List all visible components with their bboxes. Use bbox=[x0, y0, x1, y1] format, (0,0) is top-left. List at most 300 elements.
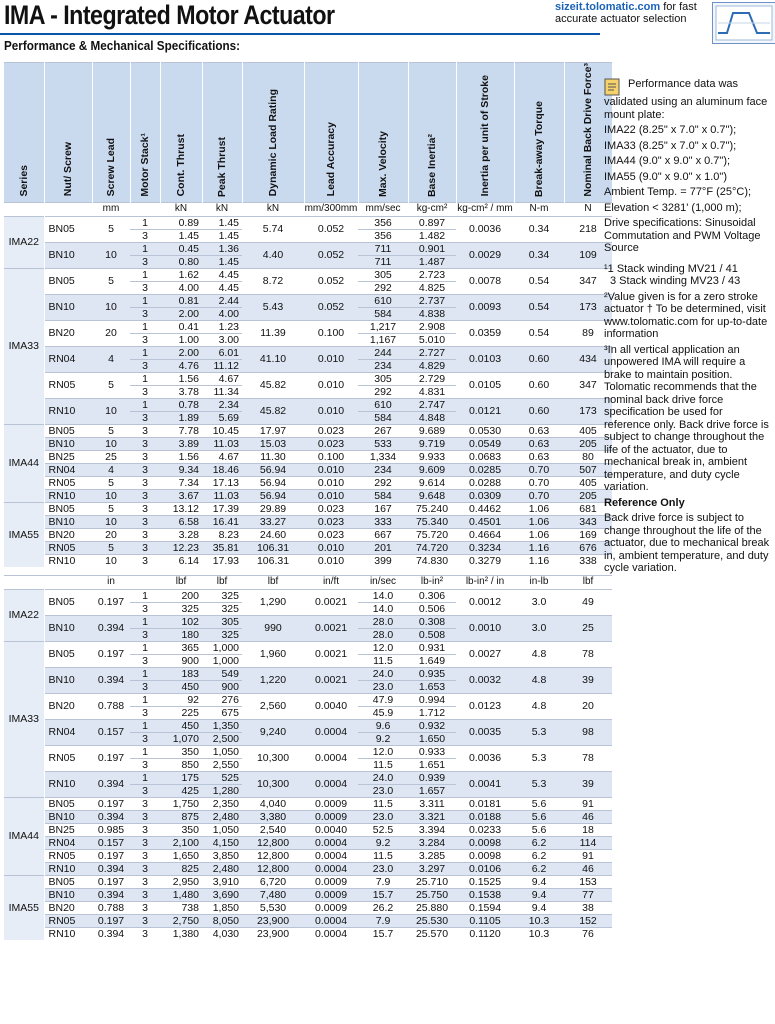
table-row bbox=[4, 836, 612, 849]
cont-thrust-cell: 1.89 bbox=[160, 411, 202, 424]
cont-thrust-cell: 175 bbox=[160, 771, 202, 784]
breakaway-torque-cell: 0.34 bbox=[514, 216, 564, 242]
screw-lead-cell: 10 bbox=[92, 437, 130, 450]
table-row bbox=[4, 554, 612, 567]
back-drive-force-cell: 39 bbox=[564, 667, 612, 693]
motor-stack-cell: 1 bbox=[130, 719, 160, 732]
nut-screw-cell: BN20 bbox=[44, 528, 92, 541]
lead-accuracy-cell: 0.010 bbox=[304, 489, 358, 502]
nut-screw-cell: RN05 bbox=[44, 372, 92, 398]
breakaway-torque-cell: 1.06 bbox=[514, 528, 564, 541]
notes-panel bbox=[604, 78, 771, 578]
breakaway-torque-cell: 3.0 bbox=[514, 589, 564, 615]
breakaway-torque-cell: 0.63 bbox=[514, 437, 564, 450]
back-drive-force-cell: 173 bbox=[564, 294, 612, 320]
back-drive-force-cell: 109 bbox=[564, 242, 612, 268]
motor-stack-cell: 3 bbox=[130, 229, 160, 242]
nut-screw-cell: BN10 bbox=[44, 888, 92, 901]
base-inertia-cell: 1.712 bbox=[408, 706, 456, 719]
peak-thrust-cell: 325 bbox=[202, 628, 242, 641]
breakaway-torque-cell: 5.3 bbox=[514, 771, 564, 797]
column-header bbox=[92, 63, 130, 203]
peak-thrust-cell: 4.67 bbox=[202, 372, 242, 385]
breakaway-torque-cell: 4.8 bbox=[514, 693, 564, 719]
cont-thrust-cell: 325 bbox=[160, 602, 202, 615]
motor-stack-cell: 3 bbox=[130, 554, 160, 567]
motor-stack-cell: 1 bbox=[130, 667, 160, 680]
lead-accuracy-cell: 0.010 bbox=[304, 463, 358, 476]
peak-thrust-cell: 1,000 bbox=[202, 641, 242, 654]
inertia-per-stroke-cell: 0.0035 bbox=[456, 719, 514, 745]
lead-accuracy-cell: 0.0021 bbox=[304, 589, 358, 615]
breakaway-torque-cell: 5.6 bbox=[514, 823, 564, 836]
cont-thrust-cell: 738 bbox=[160, 901, 202, 914]
back-drive-force-cell: 91 bbox=[564, 849, 612, 862]
cont-thrust-cell: 425 bbox=[160, 784, 202, 797]
dynamic-load-cell: 41.10 bbox=[242, 346, 304, 372]
table-row bbox=[4, 667, 612, 680]
screw-lead-cell: 5 bbox=[92, 268, 130, 294]
breakaway-torque-cell: 6.2 bbox=[514, 862, 564, 875]
dynamic-load-cell: 106.31 bbox=[242, 554, 304, 567]
inertia-per-stroke-cell: 0.0103 bbox=[456, 346, 514, 372]
lead-accuracy-cell: 0.0004 bbox=[304, 836, 358, 849]
back-drive-force-cell: 38 bbox=[564, 901, 612, 914]
peak-thrust-cell: 3,690 bbox=[202, 888, 242, 901]
inertia-per-stroke-cell: 0.4501 bbox=[456, 515, 514, 528]
dynamic-load-cell: 5.74 bbox=[242, 216, 304, 242]
screw-lead-cell: 10 bbox=[92, 294, 130, 320]
cont-thrust-cell: 92 bbox=[160, 693, 202, 706]
max-velocity-cell: 292 bbox=[358, 476, 408, 489]
inertia-per-stroke-cell: 0.0078 bbox=[456, 268, 514, 294]
lead-accuracy-cell: 0.0021 bbox=[304, 641, 358, 667]
peak-thrust-cell: 3,910 bbox=[202, 875, 242, 888]
series-cell: IMA55 bbox=[4, 875, 44, 940]
motor-stack-cell: 3 bbox=[130, 875, 160, 888]
cont-thrust-cell: 1,480 bbox=[160, 888, 202, 901]
screw-lead-cell: 0.394 bbox=[92, 667, 130, 693]
column-header bbox=[44, 63, 92, 203]
column-header bbox=[202, 63, 242, 203]
motor-stack-cell: 1 bbox=[130, 216, 160, 229]
dynamic-load-cell: 3,380 bbox=[242, 810, 304, 823]
back-drive-force-cell: 49 bbox=[564, 589, 612, 615]
motor-stack-cell: 1 bbox=[130, 268, 160, 281]
cont-thrust-cell: 0.81 bbox=[160, 294, 202, 307]
nut-screw-cell: RN10 bbox=[44, 927, 92, 940]
cont-thrust-cell: 1,380 bbox=[160, 927, 202, 940]
inertia-per-stroke-cell: 0.0530 bbox=[456, 424, 514, 437]
lead-accuracy-cell: 0.0004 bbox=[304, 719, 358, 745]
back-drive-force-cell: 80 bbox=[564, 450, 612, 463]
screw-lead-cell: 10 bbox=[92, 242, 130, 268]
screw-lead-cell: 20 bbox=[92, 320, 130, 346]
cont-thrust-cell: 350 bbox=[160, 823, 202, 836]
back-drive-force-cell: 114 bbox=[564, 836, 612, 849]
breakaway-torque-cell: 0.60 bbox=[514, 346, 564, 372]
max-velocity-cell: 292 bbox=[358, 281, 408, 294]
column-header bbox=[160, 63, 202, 203]
peak-thrust-cell: 549 bbox=[202, 667, 242, 680]
max-velocity-cell: 11.5 bbox=[358, 654, 408, 667]
motor-stack-cell: 3 bbox=[130, 528, 160, 541]
unit-cell: mm/sec bbox=[358, 202, 408, 216]
base-inertia-cell: 4.825 bbox=[408, 281, 456, 294]
note-plate-ima44: IMA44 (9.0" x 9.0" x 0.7"); bbox=[604, 155, 731, 167]
inertia-per-stroke-cell: 0.0181 bbox=[456, 797, 514, 810]
breakaway-torque-cell: 4.8 bbox=[514, 641, 564, 667]
peak-thrust-cell: 325 bbox=[202, 589, 242, 602]
nut-screw-cell: RN10 bbox=[44, 489, 92, 502]
units-row bbox=[4, 202, 612, 216]
series-cell: IMA33 bbox=[4, 268, 44, 424]
dynamic-load-cell: 2,540 bbox=[242, 823, 304, 836]
peak-thrust-cell: 305 bbox=[202, 615, 242, 628]
nut-screw-cell: RN04 bbox=[44, 346, 92, 372]
breakaway-torque-cell: 1.16 bbox=[514, 541, 564, 554]
nut-screw-cell: BN20 bbox=[44, 693, 92, 719]
peak-thrust-cell: 5.69 bbox=[202, 411, 242, 424]
motor-stack-cell: 3 bbox=[130, 489, 160, 502]
cont-thrust-cell: 180 bbox=[160, 628, 202, 641]
dynamic-load-cell: 10,300 bbox=[242, 771, 304, 797]
dynamic-load-cell: 5.43 bbox=[242, 294, 304, 320]
lead-accuracy-cell: 0.010 bbox=[304, 372, 358, 398]
inertia-per-stroke-cell: 0.0041 bbox=[456, 771, 514, 797]
lead-accuracy-cell: 0.0009 bbox=[304, 888, 358, 901]
footnote-3: ³In all vertical application an unpowered IMA will require a brake to maintain position. Tolomatic recommends that the nominal back drive force specification be used for reference only. Back drive force is subject to change throughout the life of the actuator, due to mechanical break in, ambient temperature, and duty cycle variation. bbox=[604, 343, 769, 493]
lead-accuracy-cell: 0.0009 bbox=[304, 797, 358, 810]
motor-stack-cell: 3 bbox=[130, 914, 160, 927]
screw-lead-cell: 10 bbox=[92, 398, 130, 424]
table-row bbox=[4, 424, 612, 437]
column-header-label: Break-away Torque bbox=[533, 100, 545, 197]
motor-stack-cell: 3 bbox=[130, 515, 160, 528]
cont-thrust-cell: 1,070 bbox=[160, 732, 202, 745]
screw-lead-cell: 0.394 bbox=[92, 927, 130, 940]
screw-lead-cell: 0.197 bbox=[92, 589, 130, 615]
table-row bbox=[4, 745, 612, 758]
dynamic-load-cell: 106.31 bbox=[242, 541, 304, 554]
lead-accuracy-cell: 0.0004 bbox=[304, 914, 358, 927]
motor-stack-cell: 1 bbox=[130, 589, 160, 602]
base-inertia-cell: 74.720 bbox=[408, 541, 456, 554]
base-inertia-cell: 4.848 bbox=[408, 411, 456, 424]
cont-thrust-cell: 1.62 bbox=[160, 268, 202, 281]
back-drive-force-cell: 39 bbox=[564, 771, 612, 797]
motor-stack-cell: 3 bbox=[130, 823, 160, 836]
dynamic-load-cell: 23,900 bbox=[242, 927, 304, 940]
back-drive-force-cell: 46 bbox=[564, 862, 612, 875]
column-header-label: Motor Stack¹ bbox=[139, 133, 151, 197]
screw-lead-cell: 0.197 bbox=[92, 914, 130, 927]
lead-accuracy-cell: 0.052 bbox=[304, 268, 358, 294]
sizeit-promo bbox=[555, 1, 697, 25]
table-row bbox=[4, 541, 612, 554]
dynamic-load-cell: 990 bbox=[242, 615, 304, 641]
base-inertia-cell: 0.939 bbox=[408, 771, 456, 784]
table-row bbox=[4, 320, 612, 333]
base-inertia-cell: 0.933 bbox=[408, 745, 456, 758]
unit-cell bbox=[4, 575, 44, 589]
unit-cell: in/ft bbox=[304, 575, 358, 589]
back-drive-force-cell: 434 bbox=[564, 346, 612, 372]
max-velocity-cell: 305 bbox=[358, 268, 408, 281]
cont-thrust-cell: 0.41 bbox=[160, 320, 202, 333]
motor-stack-cell: 1 bbox=[130, 346, 160, 359]
unit-cell: kN bbox=[202, 202, 242, 216]
screw-lead-cell: 0.394 bbox=[92, 771, 130, 797]
breakaway-torque-cell: 1.06 bbox=[514, 502, 564, 515]
dynamic-load-cell: 7,480 bbox=[242, 888, 304, 901]
nut-screw-cell: BN05 bbox=[44, 268, 92, 294]
back-drive-force-cell: 205 bbox=[564, 489, 612, 502]
series-cell: IMA55 bbox=[4, 502, 44, 567]
table-row bbox=[4, 437, 612, 450]
motor-stack-cell: 3 bbox=[130, 502, 160, 515]
max-velocity-cell: 356 bbox=[358, 216, 408, 229]
base-inertia-cell: 0.935 bbox=[408, 667, 456, 680]
inertia-per-stroke-cell: 0.1594 bbox=[456, 901, 514, 914]
base-inertia-cell: 3.297 bbox=[408, 862, 456, 875]
max-velocity-cell: 167 bbox=[358, 502, 408, 515]
nut-screw-cell: BN05 bbox=[44, 641, 92, 667]
inertia-per-stroke-cell: 0.3279 bbox=[456, 554, 514, 567]
table-row bbox=[4, 810, 612, 823]
nut-screw-cell: BN05 bbox=[44, 875, 92, 888]
peak-thrust-cell: 1.45 bbox=[202, 216, 242, 229]
table-row bbox=[4, 589, 612, 602]
max-velocity-cell: 23.0 bbox=[358, 784, 408, 797]
dynamic-load-cell: 23,900 bbox=[242, 914, 304, 927]
motor-stack-cell: 3 bbox=[130, 281, 160, 294]
lead-accuracy-cell: 0.0021 bbox=[304, 667, 358, 693]
inertia-per-stroke-cell: 0.0683 bbox=[456, 450, 514, 463]
lead-accuracy-cell: 0.010 bbox=[304, 541, 358, 554]
nut-screw-cell: BN10 bbox=[44, 667, 92, 693]
peak-thrust-cell: 3,850 bbox=[202, 849, 242, 862]
table-body bbox=[4, 202, 612, 940]
base-inertia-cell: 0.994 bbox=[408, 693, 456, 706]
unit-cell: kg-cm² / mm bbox=[457, 203, 513, 215]
unit-cell: lbf bbox=[202, 575, 242, 589]
max-velocity-cell: 11.5 bbox=[358, 758, 408, 771]
peak-thrust-cell: 8,050 bbox=[202, 914, 242, 927]
column-header bbox=[242, 63, 304, 203]
lead-accuracy-cell: 0.052 bbox=[304, 294, 358, 320]
peak-thrust-cell: 1,050 bbox=[202, 745, 242, 758]
breakaway-torque-cell: 0.63 bbox=[514, 424, 564, 437]
back-drive-force-cell: 77 bbox=[564, 888, 612, 901]
screw-lead-cell: 0.394 bbox=[92, 862, 130, 875]
inertia-per-stroke-cell: 0.0105 bbox=[456, 372, 514, 398]
breakaway-torque-cell: 1.06 bbox=[514, 515, 564, 528]
peak-thrust-cell: 1,000 bbox=[202, 654, 242, 667]
breakaway-torque-cell: 9.4 bbox=[514, 901, 564, 914]
lead-accuracy-cell: 0.0040 bbox=[304, 693, 358, 719]
cont-thrust-cell: 2,750 bbox=[160, 914, 202, 927]
screw-lead-cell: 0.985 bbox=[92, 823, 130, 836]
max-velocity-cell: 12.0 bbox=[358, 641, 408, 654]
base-inertia-cell: 2.723 bbox=[408, 268, 456, 281]
lead-accuracy-cell: 0.0004 bbox=[304, 849, 358, 862]
cont-thrust-cell: 900 bbox=[160, 654, 202, 667]
lead-accuracy-cell: 0.100 bbox=[304, 450, 358, 463]
base-inertia-cell: 3.394 bbox=[408, 823, 456, 836]
nut-screw-cell: RN04 bbox=[44, 463, 92, 476]
peak-thrust-cell: 11.03 bbox=[202, 437, 242, 450]
max-velocity-cell: 305 bbox=[358, 372, 408, 385]
motor-stack-cell: 3 bbox=[130, 927, 160, 940]
max-velocity-cell: 292 bbox=[358, 385, 408, 398]
table-row bbox=[4, 489, 612, 502]
dynamic-load-cell: 11.39 bbox=[242, 320, 304, 346]
breakaway-torque-cell: 9.4 bbox=[514, 875, 564, 888]
base-inertia-cell: 2.727 bbox=[408, 346, 456, 359]
cont-thrust-cell: 4.76 bbox=[160, 359, 202, 372]
motor-stack-cell: 1 bbox=[130, 294, 160, 307]
base-inertia-cell: 25.750 bbox=[408, 888, 456, 901]
inertia-per-stroke-cell: 0.0036 bbox=[456, 216, 514, 242]
nut-screw-cell: BN25 bbox=[44, 450, 92, 463]
peak-thrust-cell: 1,280 bbox=[202, 784, 242, 797]
peak-thrust-cell: 1.45 bbox=[202, 255, 242, 268]
base-inertia-cell: 3.285 bbox=[408, 849, 456, 862]
lead-accuracy-cell: 0.100 bbox=[304, 320, 358, 346]
peak-thrust-cell: 2,550 bbox=[202, 758, 242, 771]
breakaway-torque-cell: 9.4 bbox=[514, 888, 564, 901]
peak-thrust-cell: 16.41 bbox=[202, 515, 242, 528]
base-inertia-cell: 25.570 bbox=[408, 927, 456, 940]
unit-cell: lbf bbox=[160, 575, 202, 589]
cont-thrust-cell: 2,950 bbox=[160, 875, 202, 888]
cont-thrust-cell: 2,100 bbox=[160, 836, 202, 849]
back-drive-force-cell: 676 bbox=[564, 541, 612, 554]
base-inertia-cell: 4.831 bbox=[408, 385, 456, 398]
base-inertia-cell: 1.650 bbox=[408, 732, 456, 745]
sizeit-link[interactable]: sizeit.tolomatic.com bbox=[555, 1, 661, 13]
peak-thrust-cell: 4.45 bbox=[202, 268, 242, 281]
max-velocity-cell: 711 bbox=[358, 242, 408, 255]
base-inertia-cell: 9.719 bbox=[408, 437, 456, 450]
max-velocity-cell: 14.0 bbox=[358, 602, 408, 615]
unit-cell: kN bbox=[160, 202, 202, 216]
table-row bbox=[4, 294, 612, 307]
screw-lead-cell: 5 bbox=[92, 424, 130, 437]
back-drive-force-cell: 98 bbox=[564, 719, 612, 745]
inertia-per-stroke-cell: 0.0012 bbox=[456, 589, 514, 615]
back-drive-force-cell: 173 bbox=[564, 398, 612, 424]
sizeit-text-2: accurate actuator selection bbox=[555, 13, 687, 25]
back-drive-force-cell: 76 bbox=[564, 927, 612, 940]
inertia-per-stroke-cell: 0.0106 bbox=[456, 862, 514, 875]
screw-lead-cell: 5 bbox=[92, 502, 130, 515]
table-row bbox=[4, 398, 612, 411]
max-velocity-cell: 667 bbox=[358, 528, 408, 541]
breakaway-torque-cell: 5.3 bbox=[514, 719, 564, 745]
back-drive-force-cell: 338 bbox=[564, 554, 612, 567]
back-drive-force-cell: 25 bbox=[564, 615, 612, 641]
back-drive-force-cell: 20 bbox=[564, 693, 612, 719]
max-velocity-cell: 9.2 bbox=[358, 836, 408, 849]
dynamic-load-cell: 9,240 bbox=[242, 719, 304, 745]
breakaway-torque-cell: 6.2 bbox=[514, 836, 564, 849]
screw-lead-cell: 10 bbox=[92, 515, 130, 528]
column-header-label: Cont. Thrust bbox=[175, 134, 187, 197]
nut-screw-cell: BN10 bbox=[44, 242, 92, 268]
max-velocity-cell: 333 bbox=[358, 515, 408, 528]
unit-cell: mm/300mm bbox=[304, 203, 358, 215]
max-velocity-cell: 610 bbox=[358, 294, 408, 307]
breakaway-torque-cell: 5.3 bbox=[514, 745, 564, 771]
nut-screw-cell: RN05 bbox=[44, 476, 92, 489]
table-row bbox=[4, 797, 612, 810]
nut-screw-cell: BN10 bbox=[44, 437, 92, 450]
screw-lead-cell: 0.157 bbox=[92, 836, 130, 849]
table-row bbox=[4, 888, 612, 901]
nut-screw-cell: BN10 bbox=[44, 810, 92, 823]
peak-thrust-cell: 2,480 bbox=[202, 810, 242, 823]
breakaway-torque-cell: 0.70 bbox=[514, 489, 564, 502]
max-velocity-cell: 23.0 bbox=[358, 862, 408, 875]
motor-stack-cell: 1 bbox=[130, 320, 160, 333]
peak-thrust-cell: 11.12 bbox=[202, 359, 242, 372]
column-header bbox=[130, 63, 160, 203]
series-cell: IMA44 bbox=[4, 797, 44, 875]
dynamic-load-cell: 1,220 bbox=[242, 667, 304, 693]
inertia-per-stroke-cell: 0.0093 bbox=[456, 294, 514, 320]
inertia-per-stroke-cell: 0.0098 bbox=[456, 836, 514, 849]
max-velocity-cell: 584 bbox=[358, 307, 408, 320]
inertia-per-stroke-cell: 0.1105 bbox=[456, 914, 514, 927]
inertia-per-stroke-cell: 0.0359 bbox=[456, 320, 514, 346]
base-inertia-cell: 1.482 bbox=[408, 229, 456, 242]
max-velocity-cell: 9.2 bbox=[358, 732, 408, 745]
base-inertia-cell: 9.614 bbox=[408, 476, 456, 489]
motor-stack-cell: 1 bbox=[130, 641, 160, 654]
base-inertia-cell: 9.648 bbox=[408, 489, 456, 502]
motor-stack-cell: 3 bbox=[130, 602, 160, 615]
inertia-per-stroke-cell: 0.0010 bbox=[456, 615, 514, 641]
dynamic-load-cell: 33.27 bbox=[242, 515, 304, 528]
max-velocity-cell: 24.0 bbox=[358, 771, 408, 784]
screw-lead-cell: 0.197 bbox=[92, 875, 130, 888]
dynamic-load-cell: 5,530 bbox=[242, 901, 304, 914]
breakaway-torque-cell: 0.60 bbox=[514, 398, 564, 424]
cont-thrust-cell: 12.23 bbox=[160, 541, 202, 554]
lead-accuracy-cell: 0.023 bbox=[304, 437, 358, 450]
cont-thrust-cell: 1.45 bbox=[160, 229, 202, 242]
nut-screw-cell: RN05 bbox=[44, 745, 92, 771]
table-row bbox=[4, 823, 612, 836]
lead-accuracy-cell: 0.010 bbox=[304, 476, 358, 489]
motor-stack-cell: 1 bbox=[130, 745, 160, 758]
dynamic-load-cell: 1,290 bbox=[242, 589, 304, 615]
motor-stack-cell: 3 bbox=[130, 680, 160, 693]
motor-stack-cell: 3 bbox=[130, 463, 160, 476]
base-inertia-cell: 1.487 bbox=[408, 255, 456, 268]
back-drive-force-cell: 78 bbox=[564, 745, 612, 771]
footnote-2: ²Value given is for a zero stroke actuator † To be determined, visit www.tolomatic.com for up-to-date information bbox=[604, 290, 768, 340]
max-velocity-cell: 47.9 bbox=[358, 693, 408, 706]
column-header-label: Max. Velocity bbox=[377, 130, 389, 197]
inertia-per-stroke-cell: 0.4664 bbox=[456, 528, 514, 541]
footnote-1b: 3 Stack winding MV23 / 43 bbox=[610, 275, 741, 287]
max-velocity-cell: 1,334 bbox=[358, 450, 408, 463]
motor-stack-cell: 3 bbox=[130, 450, 160, 463]
footnote-1a: ¹1 Stack winding MV21 / 41 bbox=[604, 262, 738, 275]
